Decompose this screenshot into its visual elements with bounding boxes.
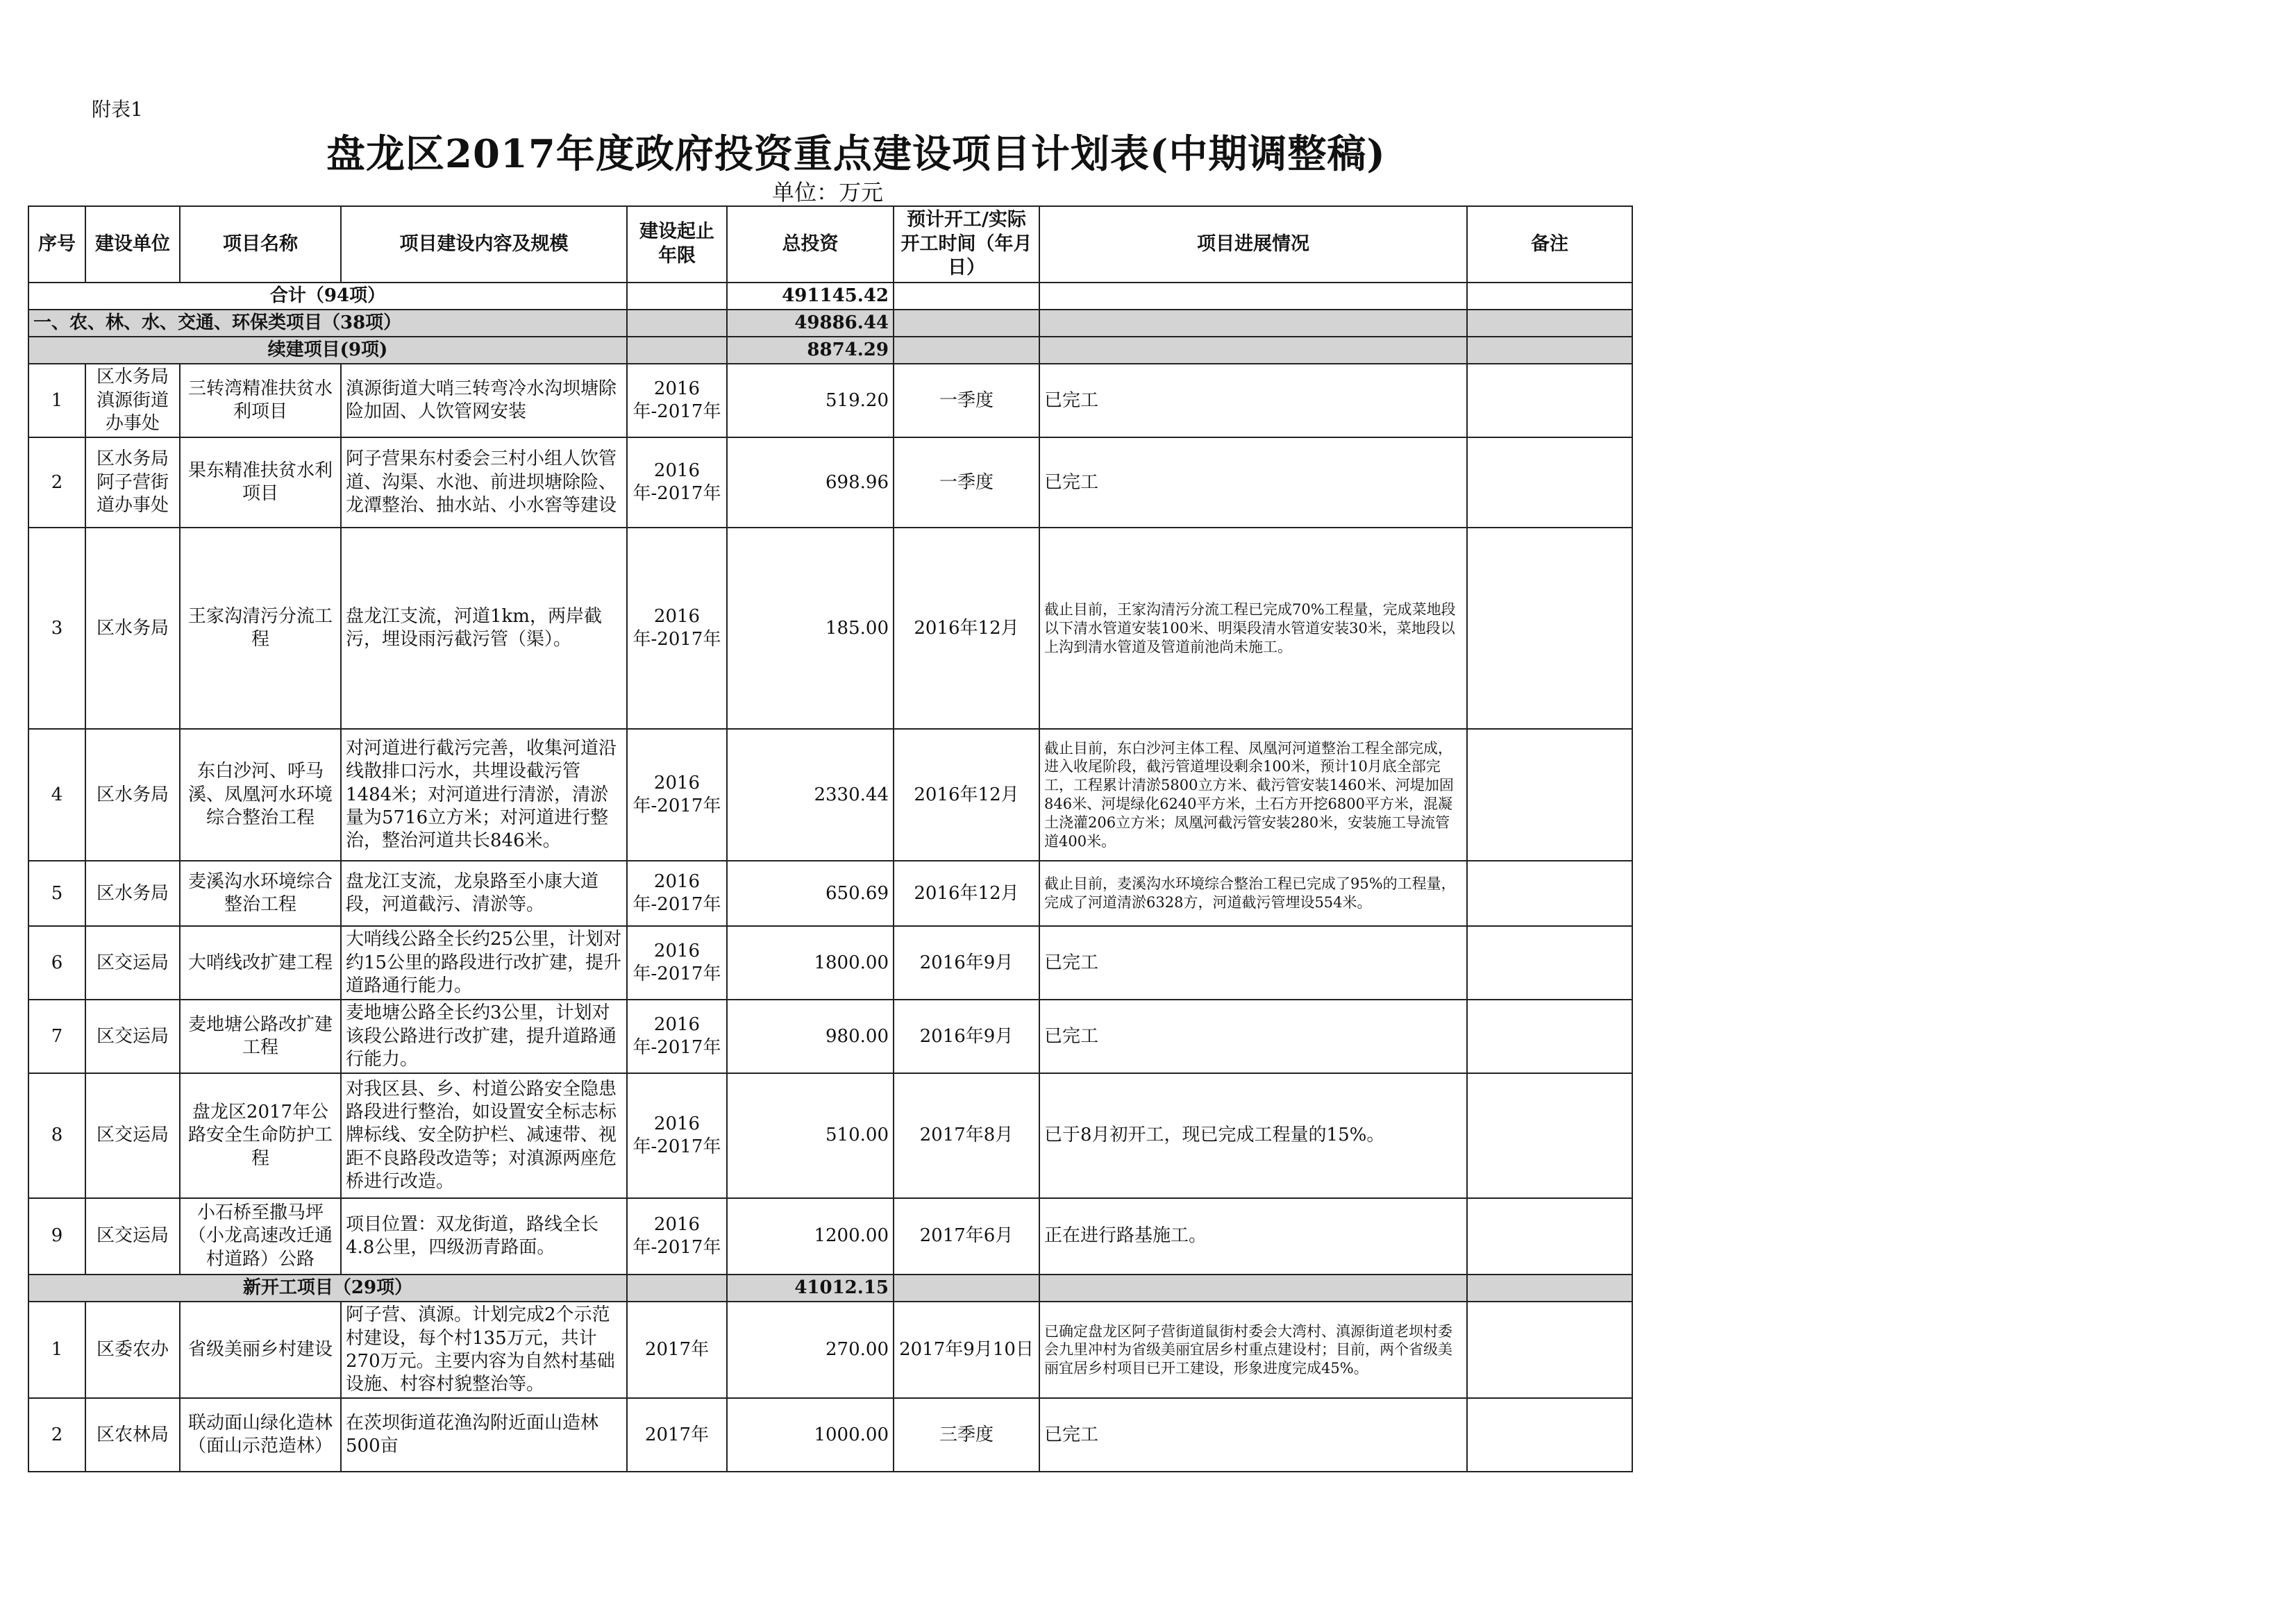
category-label: 一、农、林、水、交通、环保类项目（38项）: [28, 310, 627, 337]
header-seq: 序号: [28, 206, 85, 283]
cell-unit: 区委农办: [85, 1302, 180, 1398]
cell-content: 阿子营果东村委会三村小组人饮管道、沟渠、水池、前进坝塘除险、龙潭整治、抽水站、小水窖等建设: [341, 437, 627, 528]
header-invest: 总投资: [727, 206, 894, 283]
cell-name: 果东精准扶贫水利项目: [180, 437, 341, 528]
cell-content: 项目位置：双龙街道，路线全长4.8公里，四级沥青路面。: [341, 1198, 627, 1275]
cell-name: 麦溪沟水环境综合整治工程: [180, 861, 341, 926]
total-row: [28, 283, 1632, 310]
new-label: 新开工项目（29项）: [28, 1275, 627, 1302]
cell-name: 省级美丽乡村建设: [180, 1302, 341, 1398]
cell-seq: 4: [28, 729, 85, 861]
cell-invest: 270.00: [727, 1302, 894, 1398]
cell-content: 盘龙江支流，龙泉路至小康大道段，河道截污、清淤等。: [341, 861, 627, 926]
cell-unit: 区交运局: [85, 1073, 180, 1198]
cell-seq: 7: [28, 1000, 85, 1073]
cell-seq: 8: [28, 1073, 85, 1198]
cell-name: 大哨线改扩建工程: [180, 926, 341, 1000]
table-row: [28, 364, 1632, 437]
table-row: [28, 528, 1632, 729]
table-row: [28, 1198, 1632, 1275]
cell-content: 对河道进行截污完善，收集河道沿线散排口污水，共埋设截污管1484米；对河道进行清淤，清淤量为5716立方米；对河道进行整治，整治河道共长846米。: [341, 729, 627, 861]
cell-unit: 区水务局: [85, 729, 180, 861]
cell-seq: 6: [28, 926, 85, 1000]
cell-invest: 519.20: [727, 364, 894, 437]
cell-remark: [1467, 861, 1632, 926]
header-unit: 建设单位: [85, 206, 180, 283]
table-row: [28, 1000, 1632, 1073]
new-value: 41012.15: [727, 1275, 894, 1302]
cell-progress: 截止目前，东白沙河主体工程、凤凰河河道整治工程全部完成，进入收尾阶段，截污管道埋设剩余100米，预计10月底全部完工，工程累计清淤5800立方米、截污管安装1460米、河堤加固846米、河堤绿化6240平方米，土石方开挖6800平方米，混凝土浇灌206立方米；凤凰河截污管安装280米，安装施工导流管道400米。: [1039, 729, 1467, 861]
cell-start: 2016年9月: [894, 926, 1039, 1000]
table-row: [28, 1398, 1632, 1472]
cell-seq: 3: [28, 528, 85, 729]
cell-progress: 已完工: [1039, 437, 1467, 528]
cell-start: 2016年12月: [894, 861, 1039, 926]
cell-remark: [1467, 1398, 1632, 1472]
cell-invest: 980.00: [727, 1000, 894, 1073]
cell-unit: 区水务局: [85, 528, 180, 729]
cell-content: 大哨线公路全长约25公里，计划对约15公里的路段进行改扩建，提升道路通行能力。: [341, 926, 627, 1000]
cell-unit: 区水务局阿子营街道办事处: [85, 437, 180, 528]
continued-subtotal-row: [28, 337, 1632, 364]
cell-period: 2016年-2017年: [627, 528, 727, 729]
cell-unit: 区交运局: [85, 926, 180, 1000]
cell-seq: 2: [28, 1398, 85, 1472]
category-value: 49886.44: [727, 310, 894, 337]
cell-name: 联动面山绿化造林（面山示范造林）: [180, 1398, 341, 1472]
cell-seq: 1: [28, 1302, 85, 1398]
cell-content: 阿子营、滇源。计划完成2个示范村建设，每个村135万元，共计270万元。主要内容为自然村基础设施、村容村貌整治等。: [341, 1302, 627, 1398]
cell-seq: 2: [28, 437, 85, 528]
cell-name: 三转湾精准扶贫水利项目: [180, 364, 341, 437]
cell-start: 三季度: [894, 1398, 1039, 1472]
cell-name: 东白沙河、呼马溪、凤凰河水环境综合整治工程: [180, 729, 341, 861]
table-row: [28, 729, 1632, 861]
cell-remark: [1467, 729, 1632, 861]
annex-label: 附表1: [92, 98, 143, 121]
cell-period: 2016年-2017年: [627, 729, 727, 861]
header-row: [28, 206, 1632, 283]
cell-progress: 已完工: [1039, 364, 1467, 437]
cell-unit: 区水务局滇源街道办事处: [85, 364, 180, 437]
cell-name: 王家沟清污分流工程: [180, 528, 341, 729]
continued-rows: [28, 364, 1632, 1275]
cell-period: 2016年-2017年: [627, 1198, 727, 1275]
cell-unit: 区交运局: [85, 1198, 180, 1275]
cell-remark: [1467, 437, 1632, 528]
table-row: [28, 1302, 1632, 1398]
cell-seq: 5: [28, 861, 85, 926]
table-row: [28, 926, 1632, 1000]
cell-content: 麦地塘公路全长约3公里，计划对该段公路进行改扩建，提升道路通行能力。: [341, 1000, 627, 1073]
cell-progress: 截止目前，王家沟清污分流工程已完成70%工程量，完成菜地段以下清水管道安装100米、明渠段清水管道安装30米，菜地段以上沟到清水管道及管道前池尚未施工。: [1039, 528, 1467, 729]
total-label: 合计（94项）: [28, 283, 627, 310]
cell-invest: 2330.44: [727, 729, 894, 861]
cell-invest: 1200.00: [727, 1198, 894, 1275]
unit-label: 单位：万元: [772, 179, 884, 205]
cell-seq: 1: [28, 364, 85, 437]
header-name: 项目名称: [180, 206, 341, 283]
table-row: [28, 437, 1632, 528]
cell-name: 麦地塘公路改扩建工程: [180, 1000, 341, 1073]
cell-progress: 正在进行路基施工。: [1039, 1198, 1467, 1275]
cell-progress: 已完工: [1039, 1000, 1467, 1073]
cell-invest: 185.00: [727, 528, 894, 729]
cell-invest: 510.00: [727, 1073, 894, 1198]
total-value: 491145.42: [727, 283, 894, 310]
cell-start: 2017年8月: [894, 1073, 1039, 1198]
cell-content: 滇源街道大哨三转弯冷水沟坝塘除险加固、人饮管网安装: [341, 364, 627, 437]
cell-progress: 截止目前，麦溪沟水环境综合整治工程已完成了95%的工程量，完成了河道清淤6328方，河道截污管埋设554米。: [1039, 861, 1467, 926]
cell-start: 2017年9月10日: [894, 1302, 1039, 1398]
cell-start: 2016年9月: [894, 1000, 1039, 1073]
table-row: [28, 1073, 1632, 1198]
cell-remark: [1467, 528, 1632, 729]
cell-progress: 已于8月初开工，现已完成工程量的15%。: [1039, 1073, 1467, 1198]
cell-unit: 区农林局: [85, 1398, 180, 1472]
table-row: [28, 861, 1632, 926]
cell-remark: [1467, 1302, 1632, 1398]
cell-period: 2017年: [627, 1398, 727, 1472]
header-start: 预计开工/实际开工时间（年月日）: [894, 206, 1039, 283]
cell-start: 一季度: [894, 364, 1039, 437]
cell-period: 2017年: [627, 1302, 727, 1398]
cell-invest: 698.96: [727, 437, 894, 528]
cell-remark: [1467, 926, 1632, 1000]
continued-label: 续建项目(9项): [28, 337, 627, 364]
cell-remark: [1467, 364, 1632, 437]
cell-unit: 区交运局: [85, 1000, 180, 1073]
category-row: [28, 310, 1632, 337]
cell-start: 2017年6月: [894, 1198, 1039, 1275]
cell-seq: 9: [28, 1198, 85, 1275]
cell-remark: [1467, 1073, 1632, 1198]
cell-remark: [1467, 1198, 1632, 1275]
cell-content: 盘龙江支流，河道1km，两岸截污，埋设雨污截污管（渠）。: [341, 528, 627, 729]
cell-start: 2016年12月: [894, 729, 1039, 861]
header-progress: 项目进展情况: [1039, 206, 1467, 283]
new-subtotal-row: [28, 1275, 1632, 1302]
cell-remark: [1467, 1000, 1632, 1073]
cell-name: 盘龙区2017年公路安全生命防护工程: [180, 1073, 341, 1198]
cell-content: 在茨坝街道花渔沟附近面山造林500亩: [341, 1398, 627, 1472]
project-table: [28, 205, 1633, 1472]
cell-start: 一季度: [894, 437, 1039, 528]
cell-start: 2016年12月: [894, 528, 1039, 729]
cell-period: 2016年-2017年: [627, 1000, 727, 1073]
cell-unit: 区水务局: [85, 861, 180, 926]
cell-progress: 已完工: [1039, 926, 1467, 1000]
cell-invest: 650.69: [727, 861, 894, 926]
cell-period: 2016年-2017年: [627, 364, 727, 437]
cell-progress: 已确定盘龙区阿子营街道鼠街村委会大湾村、滇源街道老坝村委会九里冲村为省级美丽宜居乡村重点建设村；目前，两个省级美丽宜居乡村项目已开工建设，形象进度完成45%。: [1039, 1302, 1467, 1398]
cell-content: 对我区县、乡、村道公路安全隐患路段进行整治，如设置安全标志标牌标线、安全防护栏、减速带、视距不良路段改造等；对滇源两座危桥进行改造。: [341, 1073, 627, 1198]
cell-period: 2016年-2017年: [627, 437, 727, 528]
header-content: 项目建设内容及规模: [341, 206, 627, 283]
header-period: 建设起止年限: [627, 206, 727, 283]
cell-name: 小石桥至撒马坪（小龙高速改迁通村道路）公路: [180, 1198, 341, 1275]
page-title: 盘龙区2017年度政府投资重点建设项目计划表(中期调整稿): [326, 131, 1386, 177]
new-rows: [28, 1302, 1632, 1472]
cell-period: 2016年-2017年: [627, 926, 727, 1000]
cell-period: 2016年-2017年: [627, 861, 727, 926]
cell-period: 2016年-2017年: [627, 1073, 727, 1198]
header-remark: 备注: [1467, 206, 1632, 283]
cell-invest: 1000.00: [727, 1398, 894, 1472]
cell-invest: 1800.00: [727, 926, 894, 1000]
continued-value: 8874.29: [727, 337, 894, 364]
cell-progress: 已完工: [1039, 1398, 1467, 1472]
